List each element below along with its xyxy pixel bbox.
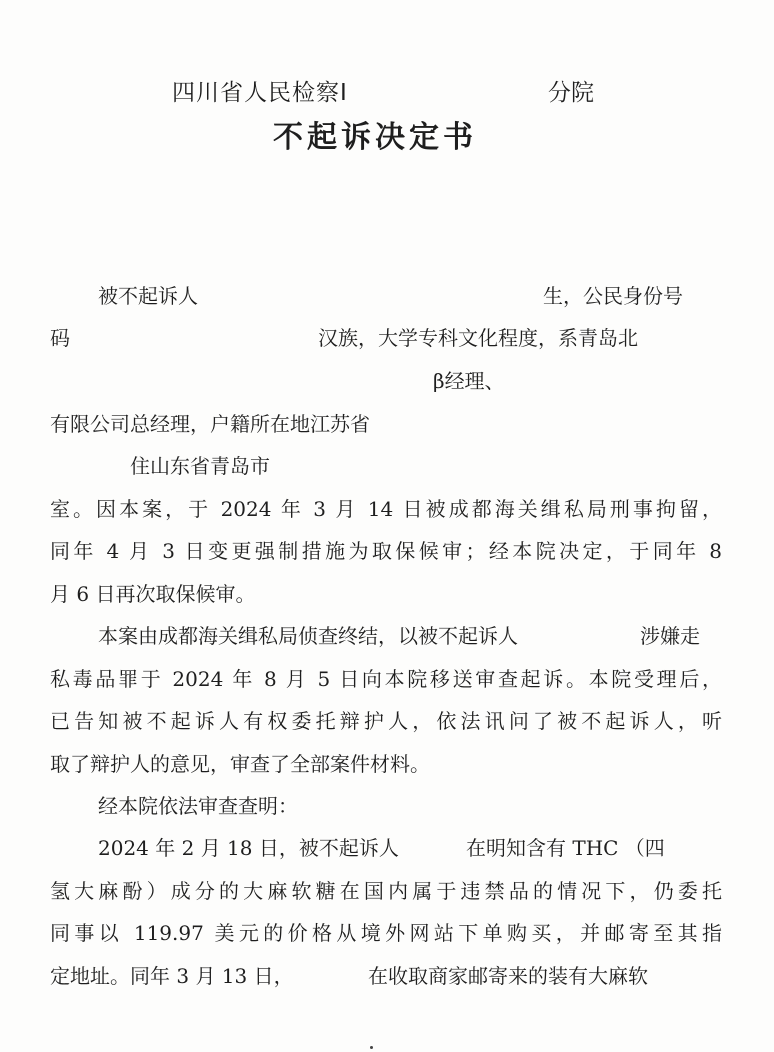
body-line-10: 私毒品罪于 2024 年 8 月 5 日向本院移送审查起诉。本院受理后，: [50, 667, 722, 691]
body-line-7: 同年 4 月 3 日变更强制措施为取保候审；经本院决定，于同年 8: [50, 539, 722, 563]
body-line-16: 同事以 119.97 美元的价格从境外网站下单购买，并邮寄至其指: [50, 921, 722, 945]
body-line-5: 住山东省青岛市: [130, 454, 270, 478]
body-line-6: 室。因本案，于 2024 年 3 月 14 日被成都海关缉私局刑事拘留，: [50, 497, 722, 521]
body-line-9a: 本案由成都海关缉私局侦查终结，以被不起诉人: [98, 624, 518, 648]
body-line-9b: 涉嫌走: [640, 624, 700, 648]
body-line-15: 氢大麻酚）成分的大麻软糖在国内属于违禁品的情况下，仍委托: [50, 879, 722, 903]
body-line-17b: 在收取商家邮寄来的装有大麻软: [368, 964, 648, 988]
body-line-14a: 2024 年 2 月 18 日，被不起诉人: [98, 836, 399, 860]
body-line-2a: 码: [50, 326, 70, 350]
document-title: 不起诉决定书: [273, 120, 477, 155]
body-line-12: 取了辩护人的意见，审查了全部案件材料。: [50, 752, 430, 776]
body-line-11: 已告知被不起诉人有权委托辩护人，依法讯问了被不起诉人，听: [50, 709, 722, 733]
branch-name: 分院: [548, 80, 594, 106]
body-line-1b: 生，公民身份号: [543, 284, 683, 308]
procuratorate-name: 四川省人民检察I: [172, 80, 348, 106]
body-line-3: β经理、: [433, 369, 505, 393]
body-line-17a: 定地址。同年 3 月 13 日，: [50, 964, 294, 988]
body-line-14b: 在明知含有 THC （四: [466, 836, 665, 860]
body-line-2b: 汉族，大学专科文化程度，系青岛北: [318, 326, 638, 350]
body-line-13: 经本院依法审查查明：: [98, 794, 298, 818]
body-line-8: 月 6 日再次取保候审。: [50, 582, 256, 606]
body-line-4: 有限公司总经理，户籍所在地江苏省: [50, 412, 370, 436]
scan-speck: [370, 1046, 373, 1049]
body-line-1a: 被不起诉人: [98, 284, 198, 308]
